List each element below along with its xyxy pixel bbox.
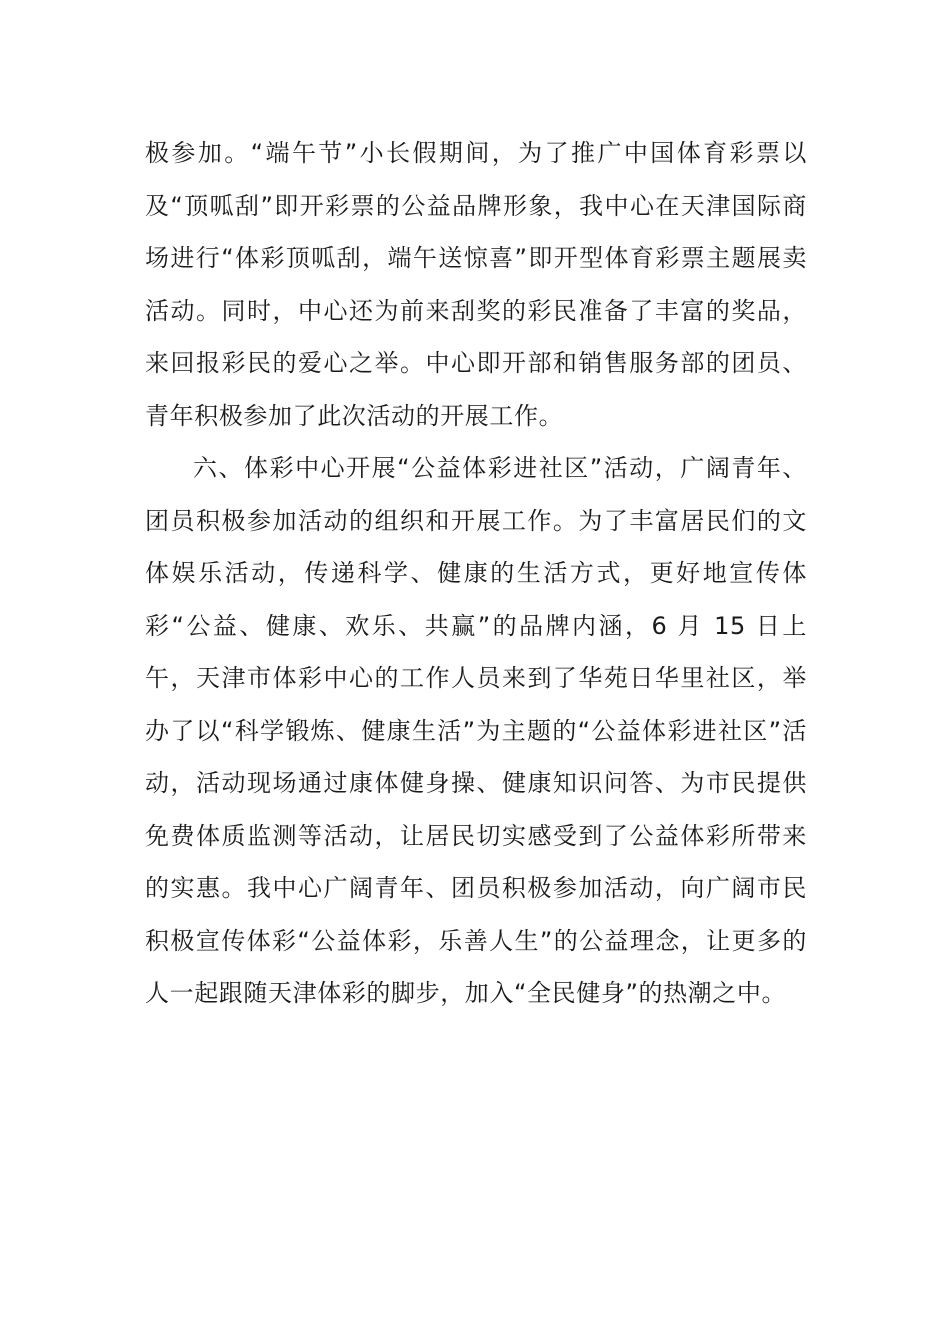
line: 极参加了此次活动的开展工作。 [218, 401, 564, 430]
line: 等活动，让居民切实感受到了公益体彩所带来的实惠。我中心 [145, 821, 807, 902]
line: 场通过康体健身操、健康知识问答、为市民提供免费体质监测 [145, 769, 807, 850]
line: 益体彩，乐善人生”的公益理念，让更多的人一起跟随天津体 [145, 926, 807, 1007]
line: 娱乐活动，传递科学、健康的生活方式，更好地宣传体彩“公 [145, 559, 807, 640]
line: 益、健康、欢乐、共赢”的品牌内涵，6 月 15 日上午，天津市 [145, 611, 808, 692]
line: 报彩民的爱心之举。中心即开部和销售服务部的团员、青年积 [145, 349, 807, 430]
line: 广阔青年、团员积极参加活动，向广阔市民积极宣传体彩“公 [145, 874, 807, 955]
line: 进行“体彩顶呱刮，端午送惊喜”即开型体育彩票主题展卖活 [145, 244, 807, 325]
line: 体彩中心的工作人员来到了华苑日华里社区，举办了以“科学 [145, 664, 807, 745]
document-body [145, 127, 807, 1020]
line: 六、体彩中心开展“公益体彩进社区”活动，广阔青年、 [193, 454, 807, 482]
line: 极参加。“端午节”小长假期间，为了推广中国体育彩票以及 [145, 139, 807, 220]
line: 彩的脚步，加入“全民健身”的热潮之中。 [341, 979, 787, 1007]
line: 锻炼、健康生活”为主题的“公益体彩进社区”活动，活动现 [145, 716, 807, 797]
line: 动。同时，中心还为前来刮奖的彩民准备了丰富的奖品，来回 [145, 296, 807, 377]
line: 团员积极参加活动的组织和开展工作。为了丰富居民们的文体 [145, 506, 807, 587]
paragraph-section-six [145, 442, 807, 1020]
line: “顶呱刮”即开彩票的公益品牌形象，我中心在天津国际商场 [145, 191, 807, 272]
paragraph-continuation [145, 127, 807, 442]
